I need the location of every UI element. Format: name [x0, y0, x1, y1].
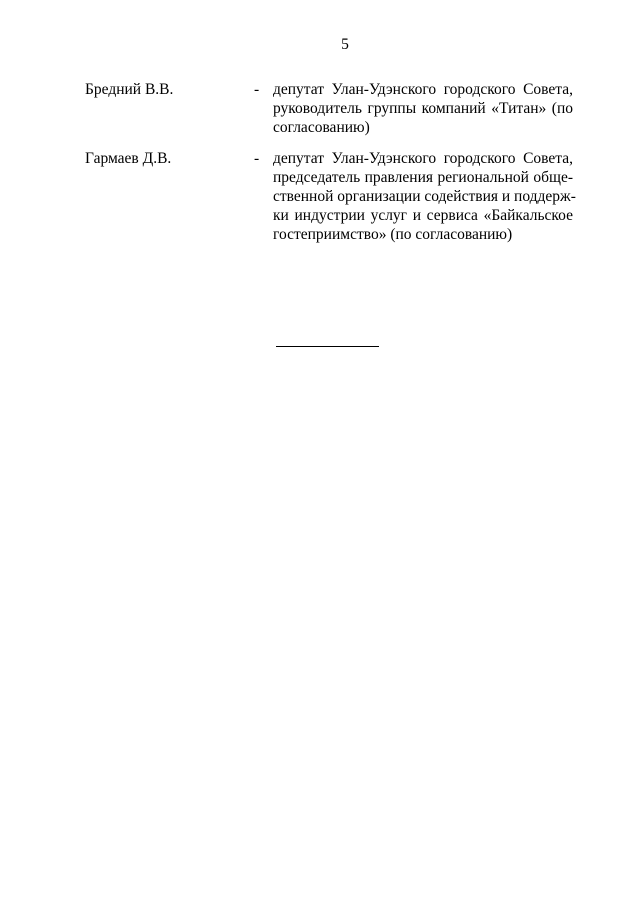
description-line: депутат Улан-Удэнского городского Совета,: [273, 150, 573, 167]
description-line: депутат Улан-Удэнского городского Совета,: [273, 81, 573, 98]
page-number: 5: [341, 36, 349, 53]
dash-separator: -: [254, 81, 260, 98]
description-line: согласованию): [273, 119, 370, 136]
end-separator-line: [276, 346, 379, 347]
dash-separator: -: [254, 150, 260, 167]
description-line: гостеприимство» (по согласованию): [273, 226, 513, 243]
member-description: [273, 80, 573, 137]
description-line: председатель правления региональной обще-: [273, 169, 573, 186]
member-name: Бредний В.В.: [85, 81, 174, 98]
member-description: [273, 149, 576, 244]
description-line: ственной организации содействия и поддерж-: [273, 188, 576, 205]
description-line: руководитель группы компаний «Титан» (по: [273, 100, 573, 117]
member-name: Гармаев Д.В.: [85, 150, 172, 167]
description-line: ки индустрии услуг и сервиса «Байкальское: [273, 207, 573, 224]
